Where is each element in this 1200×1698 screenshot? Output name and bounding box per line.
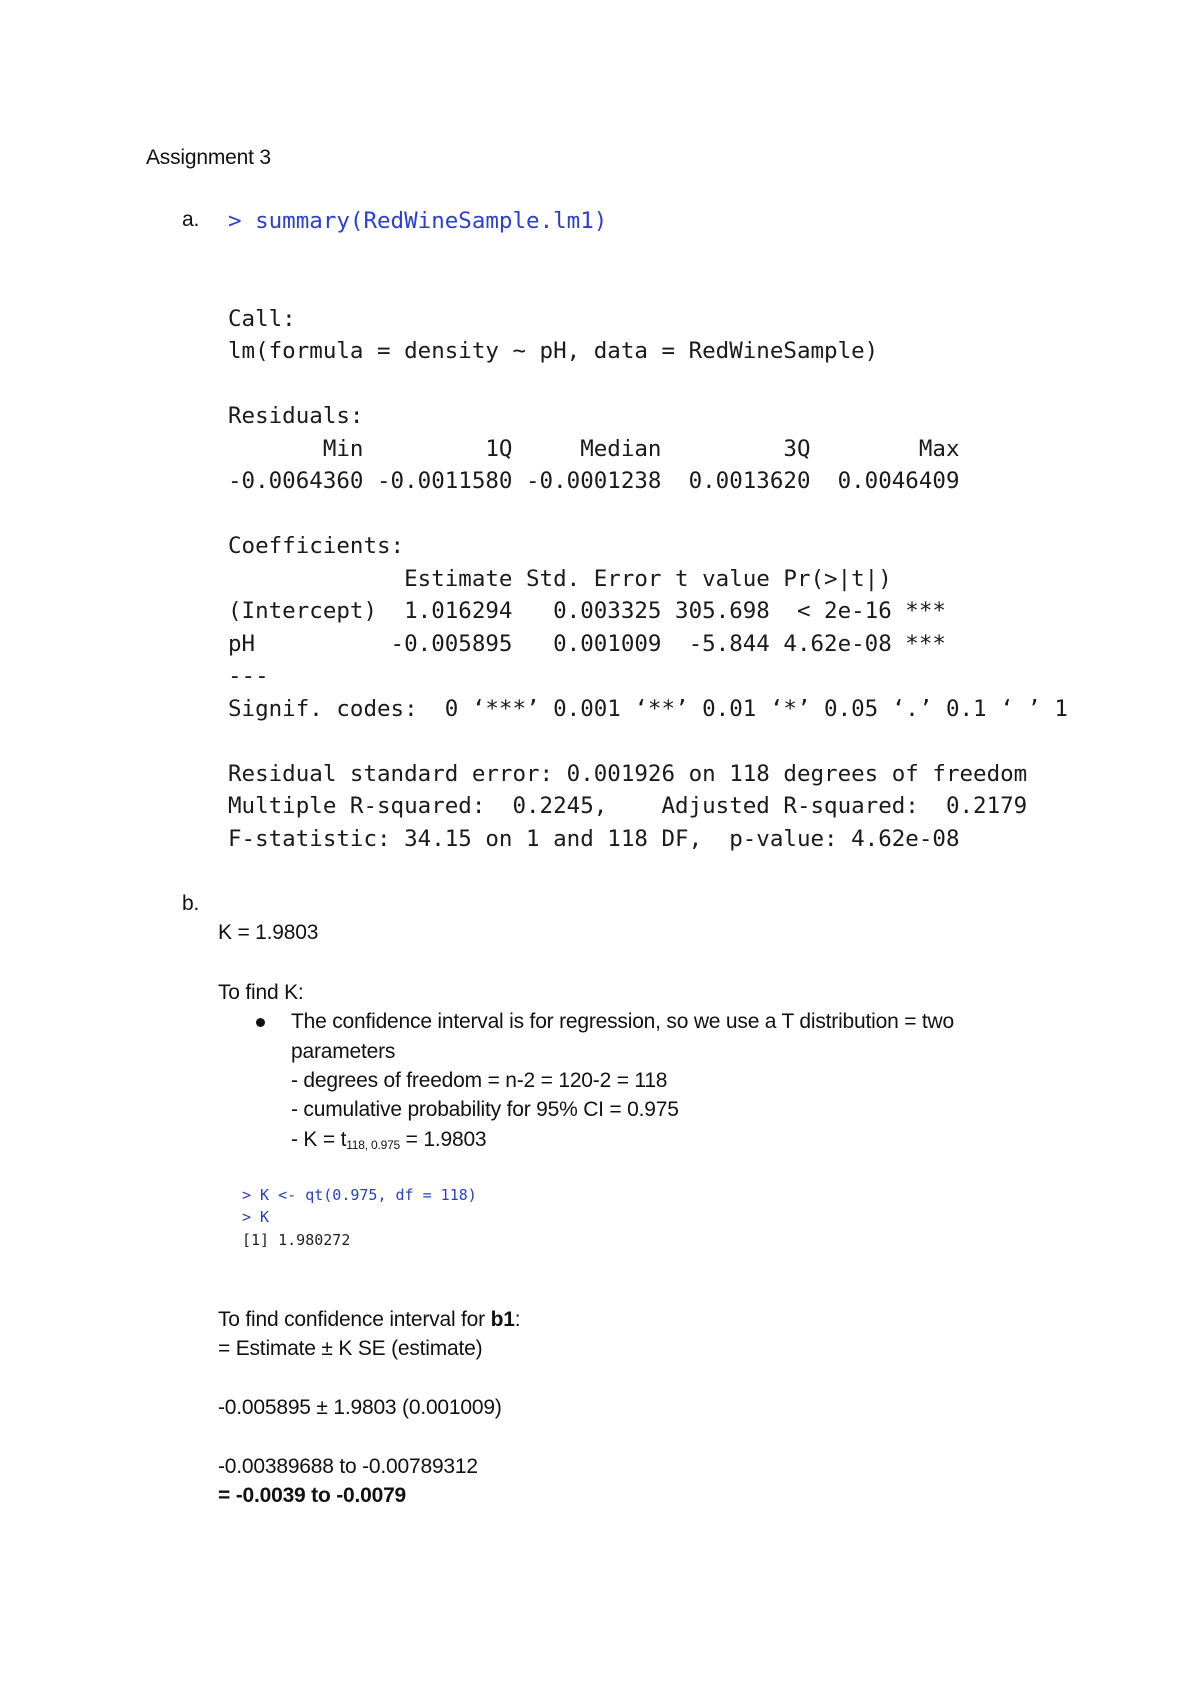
output-line: Call: — [228, 305, 296, 332]
output-line: lm(formula = density ~ pH, data = RedWineSample) — [228, 338, 879, 364]
r-summary-command — [228, 205, 607, 238]
k-value: K = 1.9803 — [218, 921, 319, 944]
ci-range: -0.00389688 to -0.00789312 — [218, 1455, 478, 1478]
r-command-text: summary(RedWineSample.lm1) — [255, 208, 608, 234]
r-qt-command: > K <- qt(0.975, df = 118) — [242, 1186, 477, 1204]
r-k-output: [1] 1.980272 — [242, 1231, 351, 1249]
ci-result: = -0.0039 to -0.0079 — [218, 1484, 407, 1507]
bullet-text-line1: The confidence interval is for regression, so we use a T distribution = two — [291, 1010, 954, 1033]
output-line: Coefficients: — [228, 533, 405, 559]
output-line — [228, 498, 1068, 531]
output-line: --- — [228, 663, 269, 689]
output-line: Multiple R-squared: 0.2245, Adjusted R-squared: 0.2179 — [228, 793, 1041, 819]
ci-formula: = Estimate ± K SE (estimate) — [218, 1337, 483, 1360]
output-line — [228, 725, 1068, 758]
output-line — [228, 368, 1068, 401]
cumulative-probability-line: - cumulative probability for 95% CI = 0.975 — [291, 1098, 679, 1121]
ci-heading — [218, 1308, 520, 1332]
output-line: Residual standard error: 0.001926 on 118 degrees of freedom — [228, 760, 1028, 787]
part-b-label: b. — [182, 892, 200, 915]
bullet-text-line2: parameters — [291, 1040, 396, 1063]
r-k-command: > K — [242, 1208, 270, 1226]
ci-heading-text: To find confidence interval for — [218, 1308, 491, 1331]
output-line: pH -0.005895 0.001009 -5.844 4.62e-08 *** — [228, 630, 946, 657]
k-formula-prefix: - K = t — [291, 1128, 347, 1151]
ci-calculation: -0.005895 ± 1.9803 (0.001009) — [218, 1396, 502, 1419]
output-line: Residuals: — [228, 403, 364, 429]
r-prompt: > — [228, 208, 242, 234]
output-line: F-statistic: 34.15 on 1 and 118 DF, p-value: 4.62e-08 — [228, 825, 960, 852]
degrees-of-freedom-line: - degrees of freedom = n-2 = 120-2 = 118 — [291, 1069, 668, 1092]
find-k-heading: To find K: — [218, 981, 304, 1004]
output-line: (Intercept) 1.016294 0.003325 305.698 < 2e-16 *** — [228, 598, 946, 624]
ci-heading-colon: : — [514, 1308, 521, 1331]
k-formula-suffix: = 1.9803 — [400, 1128, 487, 1151]
output-line: Estimate Std. Error t value Pr(>|t|) — [228, 565, 946, 592]
bullet-icon — [256, 1018, 265, 1027]
output-line: -0.0064360 -0.0011580 -0.0001238 0.0013620 0.0046409 — [228, 468, 974, 494]
ci-heading-b1: b1 — [490, 1308, 515, 1331]
output-line: Min 1Q Median 3Q Max — [228, 435, 974, 462]
page-title: Assignment 3 — [146, 146, 271, 169]
part-a-label: a. — [182, 208, 200, 231]
output-line: Signif. codes: 0 ‘***’ 0.001 ‘**’ 0.01 ‘*’ 0.05 ‘.’ 0.1 ‘ ’ 1 — [228, 695, 1068, 722]
k-formula-subscript: 118, 0.975 — [346, 1138, 401, 1152]
r-summary-output — [228, 270, 1068, 888]
k-formula-line — [291, 1128, 486, 1152]
